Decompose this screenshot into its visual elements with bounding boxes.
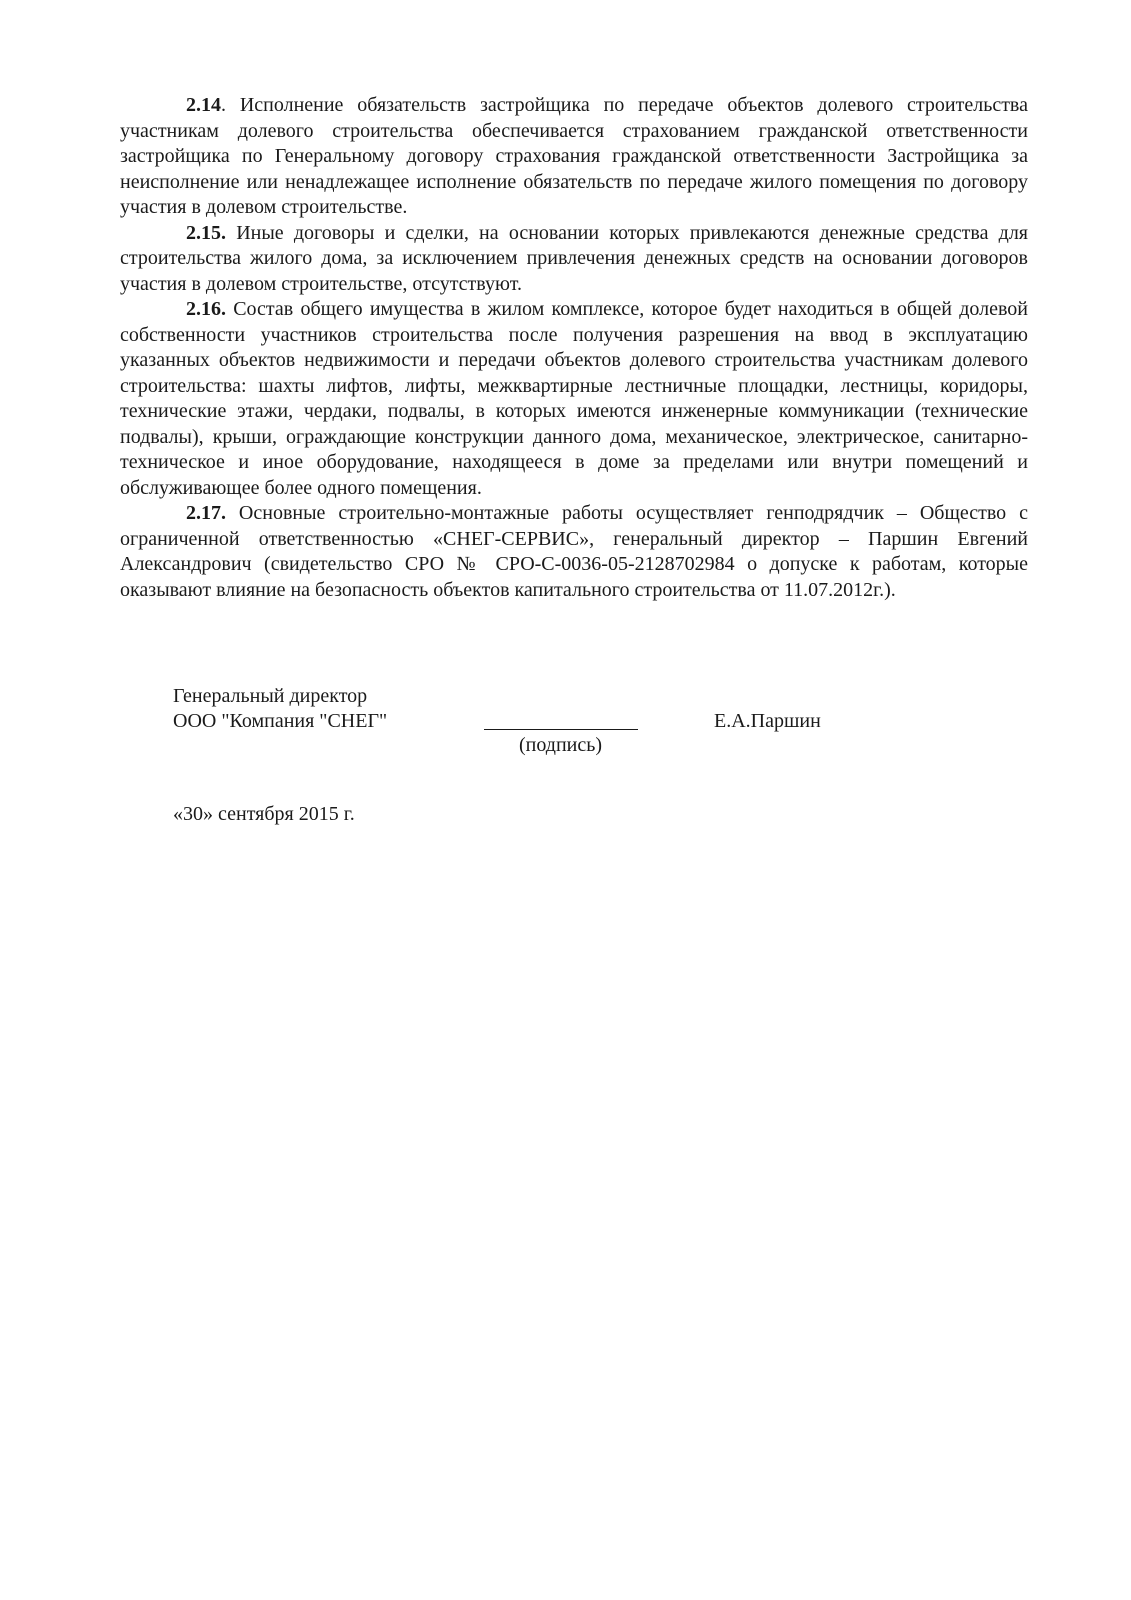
- paragraph-text: Иные договоры и сделки, на основании которых привлекаются денежные средства для строительства жилого дома, за исключением привлечения денежных средств на основании договоров участия в долевом строительстве, отсутствуют.: [120, 221, 1028, 295]
- paragraph-2-16: [120, 297, 1028, 501]
- paragraph-2-15: [120, 221, 1028, 298]
- paragraph-2-17: [120, 501, 1028, 603]
- paragraph-number: 2.14: [186, 94, 221, 116]
- paragraph-number: 2.17.: [186, 502, 226, 524]
- document-date: «30» сентября 2015 г.: [173, 803, 355, 825]
- paragraph-text: Состав общего имущества в жилом комплексе, которое будет находиться в общей долевой собственности участников строительства после получения разрешения на ввод в эксплуатацию указанных объектов недвижимости и передачи объектов долевого строительства участникам долевого строительства: шахты лифтов, лифты, межквартирные лестничные площадки, лестницы, коридоры, технические этажи, чердаки, подвалы, в которых имеются инженерные коммуникации (технические подвалы), крыши, ограждающие конструкции данного дома, механическое, электрическое, санитарно-техническое и иное оборудование, находящееся в доме за пределами или внутри помещений и обслуживающее более одного помещения.: [120, 298, 1028, 499]
- document-body: [120, 93, 1028, 603]
- signature-caption: (подпись): [519, 734, 603, 756]
- paragraph-2-14: [120, 93, 1028, 221]
- paragraph-text: Основные строительно-монтажные работы осуществляет генподрядчик – Общество с ограниченной ответственностью «СНЕГ-СЕРВИС», генеральный директор – Паршин Евгений Александрович (свидетельство СРО № СРО-С-0036-05-2128702984 о допуске к работам, которые оказывают влияние на безопасность объектов капитального строительства от 11.07.2012г.).: [120, 502, 1028, 601]
- signature-line: [484, 729, 638, 730]
- paragraph-number: 2.15.: [186, 221, 226, 244]
- signatory-organization: ООО "Компания "СНЕГ": [173, 710, 388, 732]
- paragraph-number: 2.16.: [186, 298, 226, 320]
- signatory-title: Генеральный директор: [173, 685, 368, 707]
- paragraph-text: . Исполнение обязательств застройщика по передаче объектов долевого строительства участникам долевого строительства обеспечивается страхованием гражданской ответственности застройщика по Генеральному договору страхования гражданской ответственности Застройщика за неисполнение или ненадлежащее исполнение обязательств по передаче жилого помещения по договору участия в долевом строительстве.: [120, 94, 1028, 218]
- signatory-name: Е.А.Паршин: [714, 710, 821, 732]
